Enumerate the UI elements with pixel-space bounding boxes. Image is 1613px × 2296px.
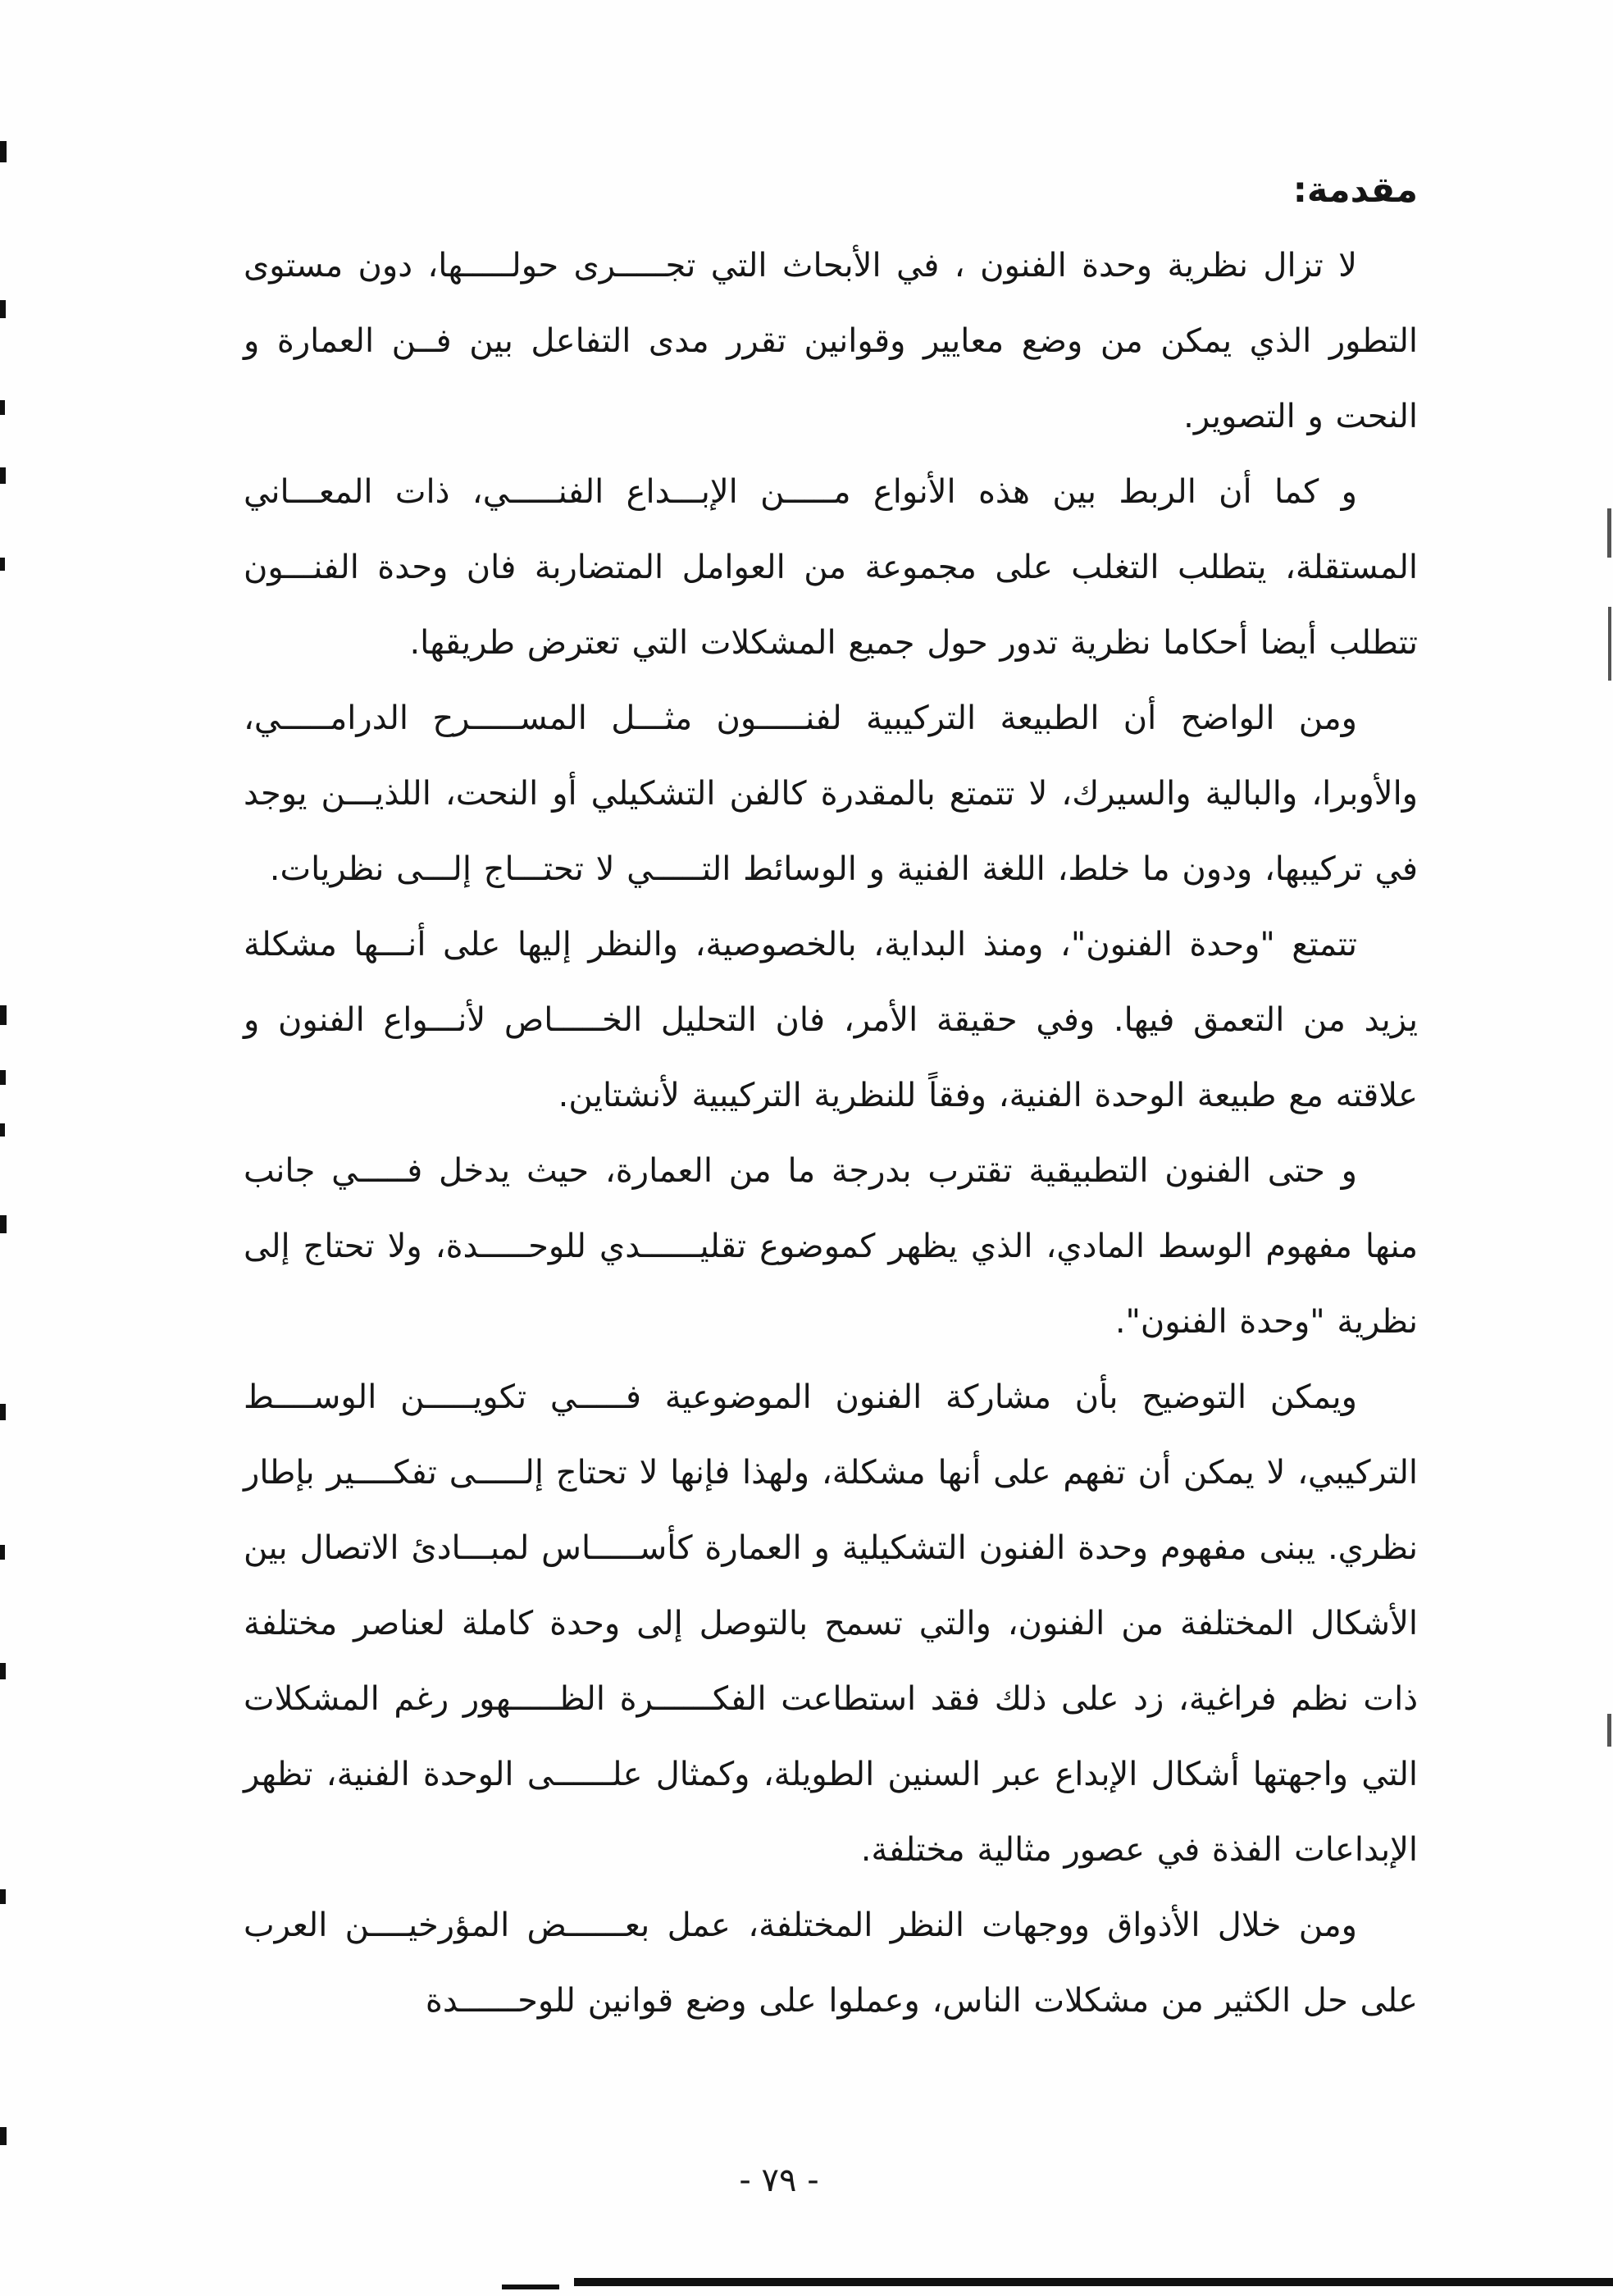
scan-artifact-bottom-line <box>574 2278 1613 2286</box>
scan-artifact <box>1608 607 1611 681</box>
scan-artifact <box>0 1889 6 1904</box>
scan-artifact <box>0 1663 6 1679</box>
scan-artifact <box>0 300 6 318</box>
paragraph-2: و كما أن الربط بين هذه الأنواع مـــــن الإبـــداع الفنـــــي، ذات المعـــاني المستقلة، يتطلب التغلب على مجموعة من العوامل المتضاربة فان وحدة الفنـــون تتطلب أيضا أحكاما نظرية تدور حول جميع المشكلات التي تعترض طريقها. <box>244 473 1418 662</box>
paragraph-5: و حتى الفنون التطبيقية تقترب بدرجة ما من العمارة، حيث يدخل فـــــي جانب منها مفهوم الوسط المادي، الذي يظهر كموضوع تقليــــــدي للوحـــــدة، ولا تحتاج إلى نظرية "وحدة الفنون". <box>244 1152 1418 1341</box>
scan-artifact <box>0 467 6 484</box>
scan-artifact <box>0 1215 7 1233</box>
document-text-block <box>244 153 1418 2039</box>
scan-artifact <box>0 2127 7 2145</box>
document-heading: مقدمة: <box>1292 170 1418 211</box>
paragraph-4: تتمتع "وحدة الفنون"، ومنذ البداية، بالخصوصية، والنظر إليها على أنـــها مشكلة يزيد من التعمق فيها. وفي حقيقة الأمر، فان التحليل الخـــــاص لأنـــواع الفنون و علاقته مع طبيعة الوحدة الفنية، وفقاً للنظرية التركيبية لأنشتاين. <box>244 926 1418 1114</box>
scan-artifact <box>0 141 7 162</box>
paragraph-3: ومن الواضح أن الطبيعة التركيبية لفنـــــون مثـــل المســـــرح الدرامـــــي، والأوبرا، والبالية والسيرك، لا تتمتع بالمقدرة كالفن التشكيلي أو النحت، اللذيـــن يوجد في تركيبها، ودون ما خلط، اللغة الفنية و الوسائط التـــــي لا تحتـــاج إلـــى نظريات. <box>244 699 1418 888</box>
paragraph-1: لا تزال نظرية وحدة الفنون ، في الأبحاث التي تجـــــرى حولـــــها، دون مستوى التطور الذي يمكن من وضع معايير وقوانين تقرر مدى التفاعل بين فــن العمارة و النحت و التصوير. <box>244 247 1418 435</box>
scan-artifact <box>0 1123 5 1137</box>
scan-artifact <box>0 400 5 415</box>
scan-artifact-bottom-line <box>502 2285 559 2289</box>
scan-artifact <box>0 1545 5 1560</box>
scan-artifact <box>0 1005 7 1025</box>
scan-artifact <box>0 1070 6 1085</box>
scan-artifact <box>0 558 5 571</box>
paragraph-7: ومن خلال الأذواق ووجهات النظر المختلفة، عمل بعــــــض المؤرخيــــن العرب على حل الكثير من مشكلات الناس، وعملوا على وضع قوانين للوحــــــدة <box>244 1906 1418 2020</box>
scan-artifact <box>1607 508 1611 558</box>
paragraph-6: ويمكن التوضيح بأن مشاركة الفنون الموضوعية فـــــي تكويـــــن الوســــط التركيبي، لا يمكن أن تفهم على أنها مشكلة، ولهذا فإنها لا تحتاج إلـــــى تفكــــير بإطار نظري. يبنى مفهوم وحدة الفنون التشكيلية و العمارة كأســـــاس لمبـــادئ الاتصال بين الأشكال المختلفة من الفنون، والتي تسمح بالتوصل إلى وحدة كاملة لعناصر مختلفة ذات نظم فراغية، زد على ذلك فقد استطاعت الفكــــــرة الظـــــهور رغم المشكلات التي واجهتها أشكال الإبداع عبر السنين الطويلة، وكمثال علــــــى الوحدة الفنية، تظهر الإبداعات الفذة في عصور مثالية مختلفة. <box>244 1378 1418 1869</box>
page-number: - ٧٩ - <box>739 2162 819 2199</box>
scan-artifact <box>0 1404 6 1420</box>
scan-artifact <box>1607 1714 1611 1747</box>
